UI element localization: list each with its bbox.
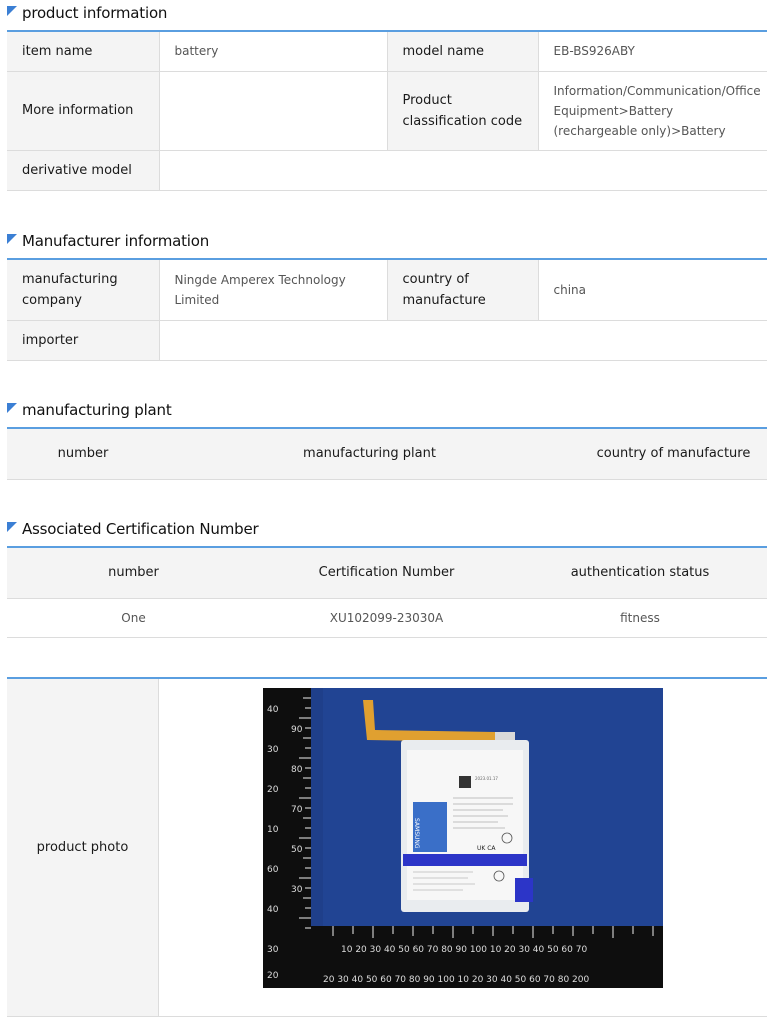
svg-text:30: 30 bbox=[267, 745, 279, 755]
model-name-label: model name bbox=[387, 31, 538, 71]
section-title-manufacturing-plant bbox=[7, 399, 172, 421]
product-photo-area bbox=[159, 679, 767, 1016]
section-title-text: Associated Certification Number bbox=[22, 520, 259, 538]
cert-header-number: number bbox=[7, 547, 260, 598]
classification-code-label: Product classification code bbox=[387, 71, 538, 150]
svg-text:70: 70 bbox=[291, 805, 303, 815]
svg-text:40: 40 bbox=[267, 705, 279, 715]
item-name-label: item name bbox=[7, 31, 159, 71]
plant-header-country: country of manufacture bbox=[580, 428, 767, 479]
svg-text:20 30 40 50 60 70 80 90 100 10: 20 30 40 50 60 70 80 90 100 10 20 30 40 50 60 70 80 200 bbox=[323, 975, 590, 985]
derivative-model-label: derivative model bbox=[7, 150, 159, 190]
vertical-ruler bbox=[263, 688, 311, 988]
more-information-value bbox=[159, 71, 387, 150]
section-title-text: product information bbox=[22, 4, 168, 22]
importer-label: importer bbox=[7, 320, 159, 360]
cert-header-certification-number: Certification Number bbox=[260, 547, 513, 598]
section-marker-icon bbox=[7, 234, 17, 244]
table-row bbox=[7, 598, 767, 637]
svg-text:30: 30 bbox=[291, 885, 303, 895]
cert-header-status: authentication status bbox=[513, 547, 767, 598]
svg-text:10 20 30 40 50 60 70 80 90 100: 10 20 30 40 50 60 70 80 90 100 10 20 30 40 50 60 70 bbox=[341, 945, 588, 955]
product-photo-section bbox=[7, 677, 767, 1017]
plant-header-number: number bbox=[7, 428, 159, 479]
section-title-manufacturer-information bbox=[7, 230, 209, 252]
section-title-text: Manufacturer information bbox=[22, 232, 210, 250]
section-marker-icon bbox=[7, 6, 17, 16]
manufacturer-information-table bbox=[7, 258, 767, 361]
certification-table bbox=[7, 546, 767, 638]
svg-text:30: 30 bbox=[267, 945, 279, 955]
svg-text:40: 40 bbox=[267, 905, 279, 915]
country-of-manufacture-label: country of manufacture bbox=[387, 259, 538, 320]
cert-row-certification-number: XU102099-23030A bbox=[260, 598, 513, 637]
section-title-certification bbox=[7, 518, 258, 540]
svg-text:10: 10 bbox=[267, 825, 279, 835]
cert-row-status: fitness bbox=[513, 598, 767, 637]
section-marker-icon bbox=[7, 522, 17, 532]
country-of-manufacture-value: china bbox=[538, 259, 767, 320]
svg-text:90: 90 bbox=[291, 725, 303, 735]
product-information-table bbox=[7, 30, 767, 191]
svg-text:60: 60 bbox=[267, 865, 279, 875]
product-photo-label: product photo bbox=[7, 679, 159, 1016]
model-name-value: EB-BS926ABY bbox=[538, 31, 767, 71]
battery-marks: UK CA bbox=[477, 845, 496, 852]
horizontal-ruler bbox=[311, 926, 663, 988]
derivative-model-value bbox=[159, 150, 767, 190]
svg-text:20: 20 bbox=[267, 785, 279, 795]
importer-value bbox=[159, 320, 767, 360]
svg-text:80: 80 bbox=[291, 765, 303, 775]
section-marker-icon bbox=[7, 403, 17, 413]
manufacturing-company-value: Ningde Amperex Technology Limited bbox=[159, 259, 387, 320]
more-information-label: More information bbox=[7, 71, 159, 150]
plant-header-plant: manufacturing plant bbox=[159, 428, 580, 479]
item-name-value: battery bbox=[159, 31, 387, 71]
manufacturing-plant-table bbox=[7, 427, 767, 480]
section-title-text: manufacturing plant bbox=[22, 401, 172, 419]
classification-code-value: Information/Communication/Office Equipment>Battery (rechargeable only)>Battery bbox=[538, 71, 767, 150]
product-photo bbox=[263, 688, 663, 988]
cert-row-number: One bbox=[7, 598, 260, 637]
manufacturing-company-label: manufacturing company bbox=[7, 259, 159, 320]
section-title-product-information bbox=[7, 2, 167, 24]
battery-brand: SAMSUNG bbox=[413, 818, 420, 849]
battery bbox=[401, 740, 533, 912]
svg-text:50: 50 bbox=[291, 845, 303, 855]
svg-text:20: 20 bbox=[267, 971, 279, 981]
battery-code: 2023.01.17 bbox=[475, 776, 498, 781]
